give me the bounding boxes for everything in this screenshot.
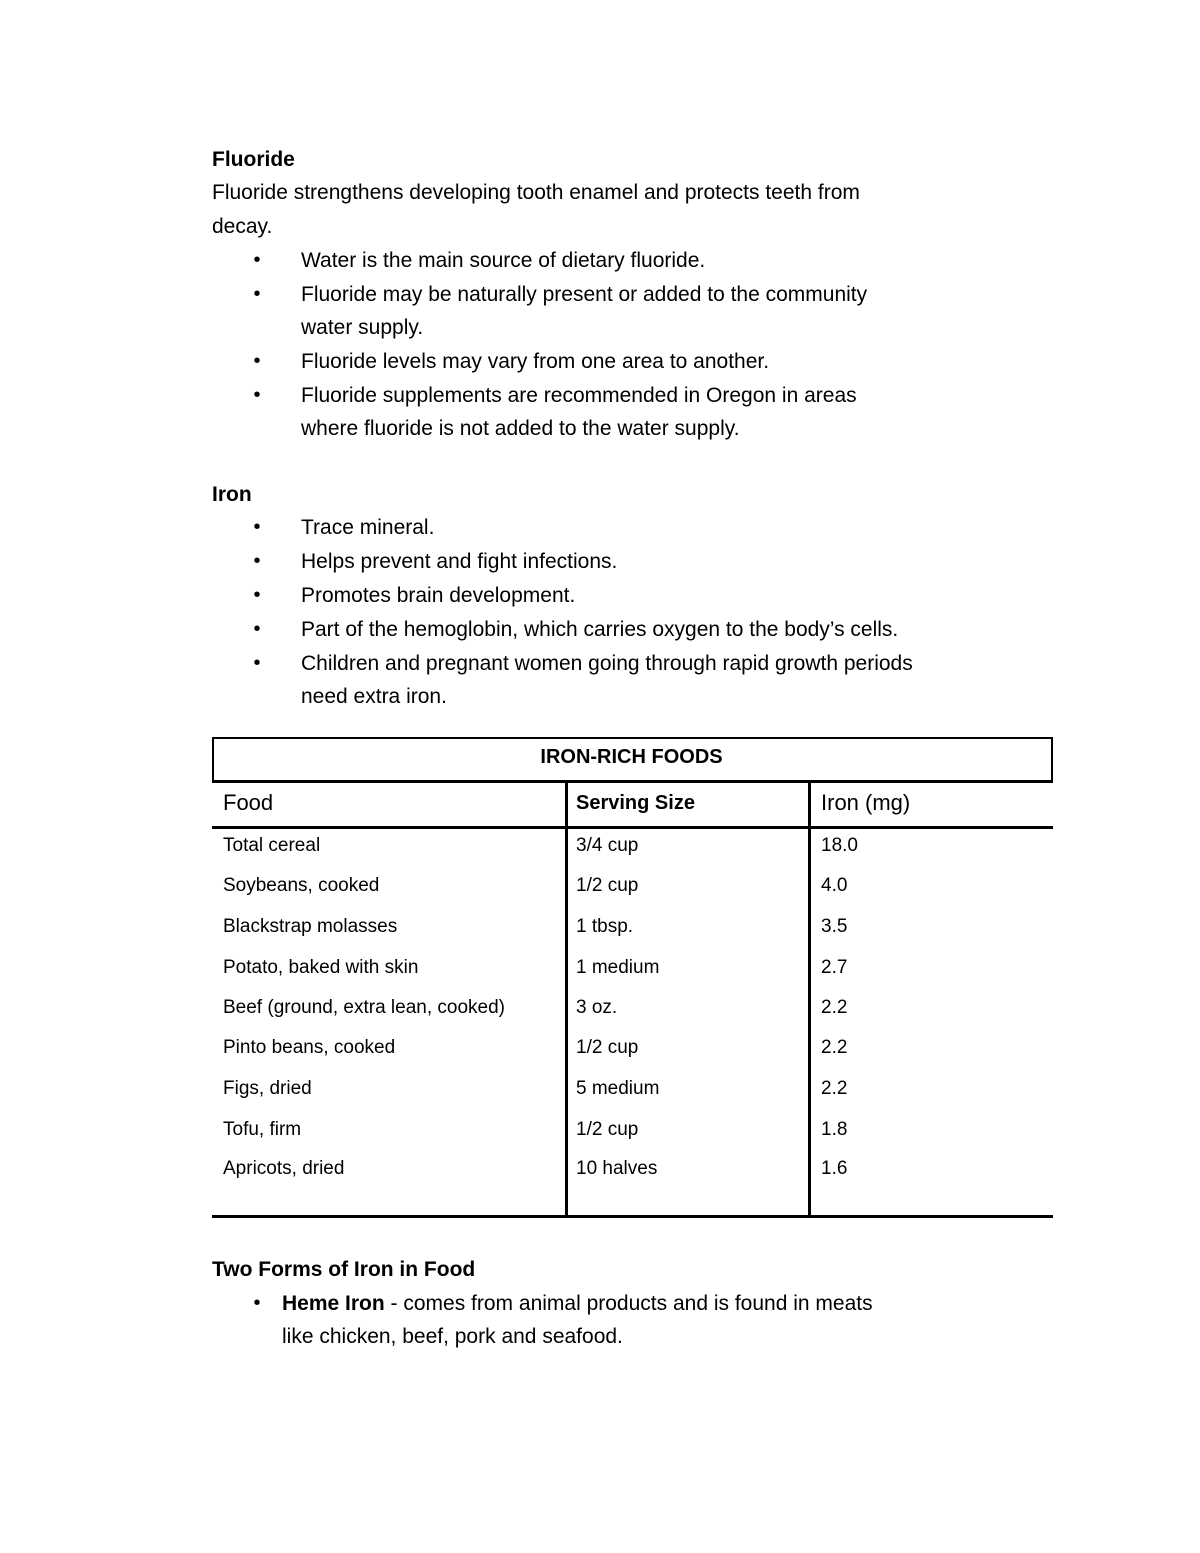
cell-serving: 5 medium (576, 1078, 660, 1099)
bullet-icon: • (253, 550, 261, 572)
list-item (0, 1287, 1022, 1353)
list-item-text: Helps prevent and fight infections. (301, 550, 618, 573)
fluoride-intro-line1: Fluoride strengthens developing tooth enamel and protects teeth from (212, 181, 860, 204)
list-item (0, 345, 1061, 378)
cell-iron: 2.7 (821, 957, 848, 978)
cell-iron: 4.0 (821, 875, 848, 896)
cell-food: Pinto beans, cooked (223, 1037, 396, 1058)
cell-food: Potato, baked with skin (223, 957, 419, 978)
table-col-divider (808, 783, 811, 1216)
table-title: IRON-RICH FOODS (540, 746, 723, 768)
bullet-icon: • (253, 516, 261, 538)
list-item-text: Fluoride supplements are recommended in Oregon in areas (301, 384, 857, 407)
bullet-icon: • (253, 618, 261, 640)
cell-serving: 1/2 cup (576, 1119, 639, 1140)
heme-iron-desc: - comes from animal products and is found in meats (384, 1292, 873, 1315)
fluoride-intro (212, 176, 1032, 244)
list-item-text-cont: like chicken, beef, pork and seafood. (282, 1325, 623, 1348)
cell-iron: 1.8 (821, 1119, 848, 1140)
list-item-text: Promotes brain development. (301, 584, 576, 607)
cell-food: Beef (ground, extra lean, cooked) (223, 997, 506, 1018)
cell-serving: 3 oz. (576, 997, 618, 1018)
list-item (0, 244, 1061, 277)
cell-iron: 3.5 (821, 916, 848, 937)
list-item (0, 511, 1061, 544)
cell-serving: 3/4 cup (576, 835, 639, 856)
list-item (0, 545, 1061, 578)
list-item-text-cont: need extra iron. (301, 685, 447, 708)
bullet-icon: • (253, 384, 261, 406)
iron-forms-list (0, 1287, 1022, 1354)
cell-food: Figs, dried (223, 1078, 312, 1099)
iron-rich-foods-table (212, 737, 1053, 1218)
list-item-text: Trace mineral. (301, 516, 435, 539)
cell-food: Total cereal (223, 835, 321, 856)
fluoride-intro-line2: decay. (212, 215, 273, 238)
cell-food: Blackstrap molasses (223, 916, 398, 937)
cell-iron: 18.0 (821, 835, 858, 856)
list-item-text: Part of the hemoglobin, which carries oxygen to the body’s cells. (301, 618, 899, 641)
heme-iron-term: Heme Iron (282, 1292, 385, 1315)
cell-food: Tofu, firm (223, 1119, 302, 1140)
cell-serving: 1/2 cup (576, 875, 639, 896)
cell-serving: 1 medium (576, 957, 660, 978)
list-item-text-cont: where fluoride is not added to the water supply. (301, 417, 740, 440)
column-header-food: Food (223, 790, 274, 815)
list-item (0, 613, 1061, 646)
bullet-icon: • (253, 1292, 261, 1314)
cell-iron: 1.6 (821, 1158, 848, 1179)
cell-serving: 10 halves (576, 1158, 658, 1179)
bullet-icon: • (253, 249, 261, 271)
list-item-text-cont: water supply. (301, 316, 424, 339)
bullet-icon: • (253, 652, 261, 674)
iron-bullet-list (0, 511, 1061, 714)
cell-food: Apricots, dried (223, 1158, 345, 1179)
cell-serving: 1 tbsp. (576, 916, 634, 937)
cell-iron: 2.2 (821, 997, 848, 1018)
list-item (0, 379, 1061, 445)
list-item-text: Children and pregnant women going through rapid growth periods (301, 652, 913, 675)
bullet-icon: • (253, 350, 261, 372)
list-item-text: Fluoride levels may vary from one area to another. (301, 350, 770, 373)
column-header-iron: Iron (mg) (821, 790, 911, 815)
bullet-icon: • (253, 584, 261, 606)
list-item (0, 647, 1061, 713)
list-item (0, 278, 1061, 344)
two-forms-heading: Two Forms of Iron in Food (212, 1258, 476, 1281)
cell-serving: 1/2 cup (576, 1037, 639, 1058)
table-col-divider (565, 783, 568, 1216)
list-item-text: Water is the main source of dietary fluoride. (301, 249, 706, 272)
table-bottom-rule (212, 1215, 1053, 1218)
cell-iron: 2.2 (821, 1037, 848, 1058)
table-header-rule (212, 826, 1053, 829)
cell-iron: 2.2 (821, 1078, 848, 1099)
table-title-rule (212, 780, 1053, 783)
list-item-text: Fluoride may be naturally present or added to the community (301, 283, 868, 306)
fluoride-bullet-list (0, 244, 1061, 446)
bullet-icon: • (253, 283, 261, 305)
column-header-serving: Serving Size (576, 792, 695, 814)
list-item (0, 579, 1061, 612)
list-item-text (282, 1287, 1022, 1320)
iron-heading: Iron (212, 483, 252, 506)
cell-food: Soybeans, cooked (223, 875, 380, 896)
fluoride-heading: Fluoride (212, 148, 295, 171)
